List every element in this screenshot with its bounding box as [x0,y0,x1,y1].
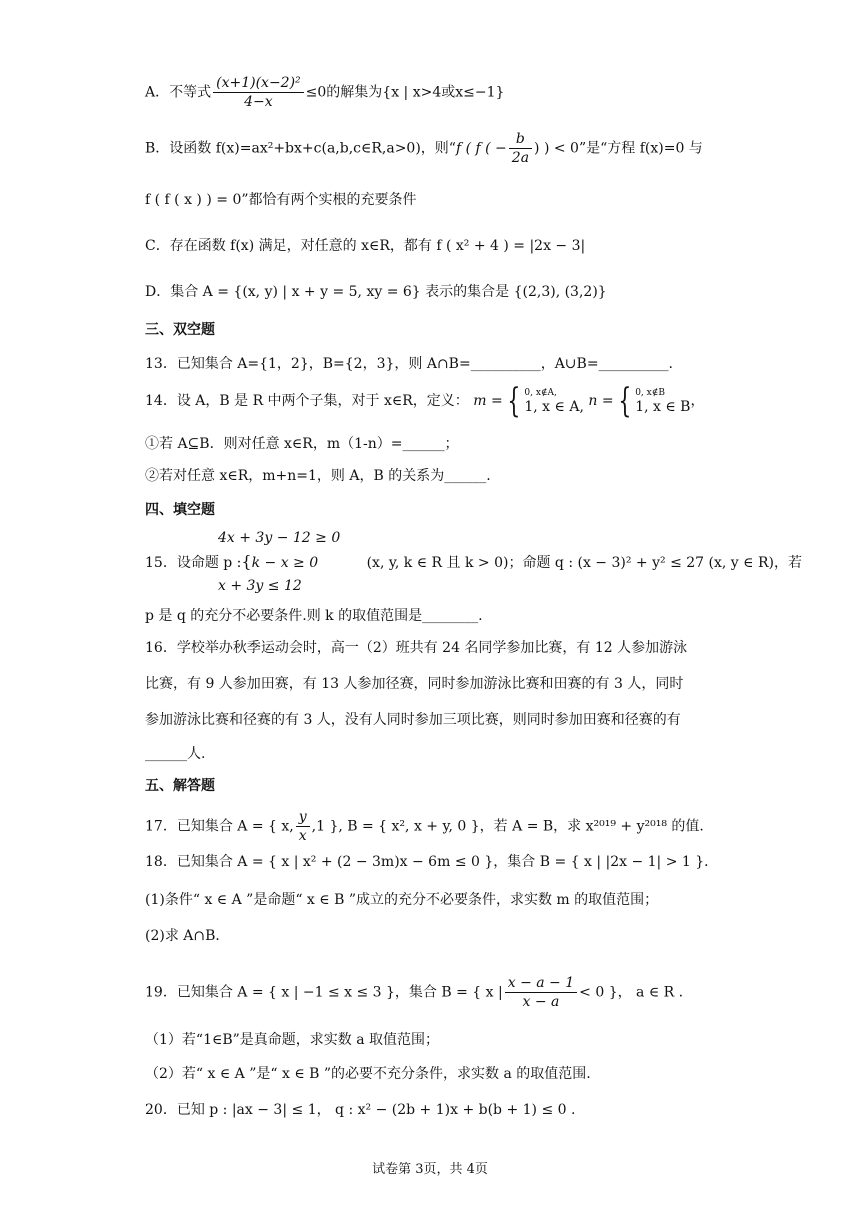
option-a-fraction [213,74,304,111]
option-a-tail: ≤0的解集为{x | x>4或x≤−1} [305,84,505,101]
question-15 [145,552,802,573]
q14-m-cases [524,387,584,415]
q14-n-cases [635,387,690,415]
option-a-numerator: (x+1)(x−2)² [213,74,304,93]
q19-lead: 19．已知集合 A = { x | −1 ≤ x ≤ 3 }，集合 B = { x | [145,984,503,1001]
q14-n-bottom: 1, x ∈ B [635,399,691,415]
section-title-5: 五、解答题 [145,778,215,794]
q15-system-line1: 4x + 3y − 12 ≥ 0 [218,530,341,546]
question-18-part1: (1)条件“ x ∈ A ”是命题“ x ∈ B ”成立的充分不必要条件，求实数 m 的取值范围； [145,892,659,908]
q19-tail: < 0 }， a ∈ R . [579,984,684,1001]
q14-n: n = [588,393,614,409]
q14-tail: ， [690,393,705,409]
section-title-4: 四、填空题 [145,502,215,518]
question-16-line4: ______人. [145,746,206,762]
q14-m-top: 0, x∉A, [524,388,557,398]
q19-numerator: x − a − 1 [505,974,577,993]
option-b-fraction [509,130,532,167]
q15-mid: (x, y, k ∈ R 且 k > 0)；命题 q : (x − 3)² + y² ≤ 27 (x, y ∈ R)，若 [366,555,802,571]
q17-lead: 17．已知集合 A = { x, [145,818,294,835]
question-14-part1: ①若 A⊆B．则对任意 x∈R，m（1-n）=______； [145,436,459,452]
q14-n-brace: { [617,381,631,421]
question-19 [145,974,683,1011]
q19-fraction [505,974,577,1011]
q14-lead: 14．设 A，B 是 R 中两个子集，对于 x∈R，定义： [145,393,469,409]
question-17 [145,808,704,845]
q14-m: m = [473,393,503,409]
q15-brace: { [241,552,252,571]
question-16-line3: 参加游泳比赛和径赛的有 3 人，没有人同时参加三项比赛，则同时参加田赛和径赛的有 [145,712,681,728]
question-13: 13．已知集合 A={1，2}，B={2，3}，则 A∩B=__________，A∪B=__________. [145,356,674,372]
option-b [145,130,703,167]
page-footer: 试卷第 3页，共 4页 [372,1162,488,1177]
q14-m-brace: { [507,381,521,421]
option-a-denominator: 4−x [244,94,273,110]
option-b-line2: f ( f ( x ) ) = 0”都恰有两个实根的充要条件 [145,192,417,208]
question-18-part2: (2)求 A∩B． [145,928,230,944]
option-b-numerator: b [509,130,532,149]
q15-system-line2: k − x ≥ 0 [251,555,319,571]
option-b-expr: f ( f ( − [455,140,507,157]
question-18: 18．已知集合 A = { x | x² + (2 − 3m)x − 6m ≤ 0 }，集合 B = { x | |2x − 1| > 1 }． [145,854,719,870]
q15-system-line3: x + 3y ≤ 12 [218,578,302,594]
option-c: C．存在函数 f(x) 满足，对任意的 x∈R，都有 f ( x² + 4 ) = |2x − 3| [145,238,586,254]
q14-m-bottom: 1, x ∈ A, [524,399,584,415]
question-20: 20．已知 p : |ax − 3| ≤ 1， q : x² − (2b + 1)x + b(b + 1) ≤ 0 . [145,1102,576,1118]
option-d: D．集合 A = {(x, y) | x + y = 5, xy = 6} 表示的集合是 {(2,3), (3,2)} [145,284,607,300]
question-14 [145,381,705,421]
question-14-part2: ②若对任意 x∈R，m+n=1，则 A，B 的关系为______. [145,468,491,484]
question-15-line2: p 是 q 的充分不必要条件.则 k 的取值范围是________. [145,608,483,624]
question-19-part1: （1）若“1∈B”是真命题，求实数 a 取值范围； [145,1032,440,1048]
q14-n-top: 0, x∉B [635,388,666,398]
question-16-line1: 16．学校举办秋季运动会时，高一（2）班共有 24 名同学参加比赛，有 12 人参加游泳 [145,640,688,656]
option-a [145,74,504,111]
section-title-3: 三、双空题 [145,322,215,338]
q17-numerator: y [296,808,310,827]
q17-denominator: x [298,828,307,844]
q17-fraction [296,808,310,845]
q17-tail: ,1 }, B = { x², x + y, 0 }，若 A = B，求 x²⁰¹⁹ + y²⁰¹⁸ 的值. [311,818,704,835]
option-b-tail: ) ) < 0”是“方程 f(x)=0 与 [534,140,703,157]
q19-denominator: x − a [522,994,560,1010]
q15-lead: 15．设命题 p : [145,555,242,571]
question-19-part2: （2）若“ x ∈ A ”是“ x ∈ B ”的必要不充分条件，求实数 a 的取值范围. [145,1066,591,1082]
option-a-lead: A．不等式 [145,84,212,101]
option-b-lead: B．设函数 f(x)=ax²+bx+c(a,b,c∈R,a>0)，则“ [145,140,456,157]
question-16-line2: 比赛，有 9 人参加田赛，有 13 人参加径赛，同时参加游泳比赛和田赛的有 3 人，同时 [145,676,684,692]
option-b-denominator: 2a [511,150,530,166]
